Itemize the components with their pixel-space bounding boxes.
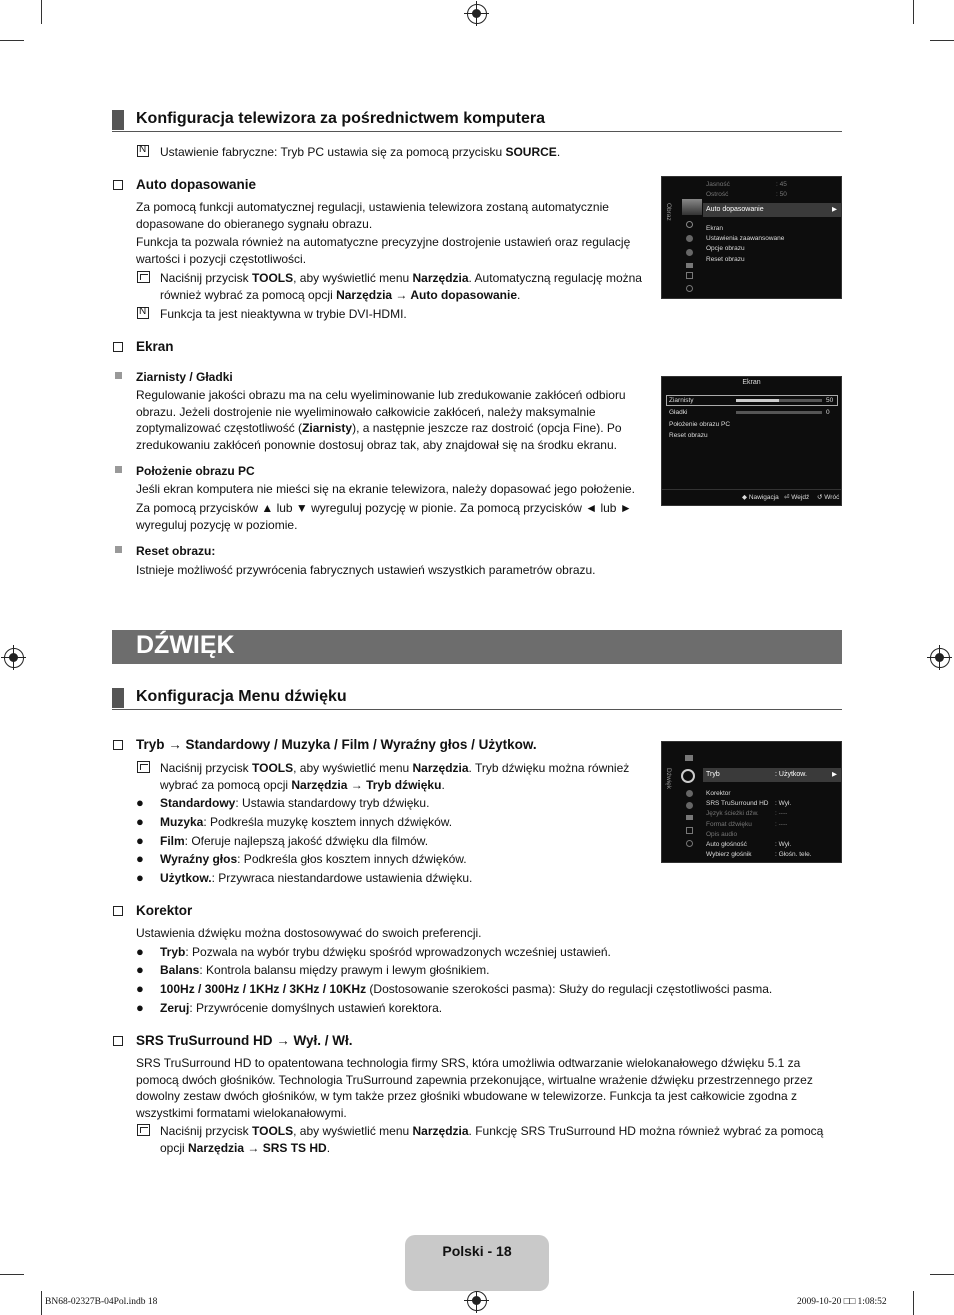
- navigate-icon: ◆: [742, 494, 747, 501]
- channel-icon: [686, 790, 693, 797]
- checkbox-icon: [113, 740, 123, 750]
- setup-icon: [686, 249, 693, 256]
- osd-row-value: : ----: [775, 810, 788, 817]
- osd-row-value: : 50: [776, 191, 787, 198]
- osd-item: Reset obrazu: [706, 256, 745, 263]
- item-title: Ziarnisty / Gładki: [136, 370, 233, 384]
- bullet-square-icon: [115, 372, 122, 379]
- paragraph: Za pomocą funkcji automatycznej regulacji, ustawienia telewizora zostaną automatycznie dopasowane do obieranego sygnału obrazu.: [136, 200, 609, 231]
- section-header: [112, 688, 842, 710]
- osd-row-label: Język ścieżki dźw.: [706, 810, 759, 817]
- chapter-header: [112, 630, 842, 664]
- osd-row-label: Wybierz głośnik: [706, 851, 752, 858]
- page-footer: [405, 1235, 549, 1291]
- list-item: 100Hz / 300Hz / 1KHz / 3KHz / 10KHz (Dostosowanie szerokości pasma): Służy do regulacji częstotliwości pasma.: [160, 982, 773, 996]
- note-default-source: Ustawienie fabryczne: Tryb PC ustawia się za pomocą przycisku SOURCE.: [160, 145, 561, 159]
- enter-icon: ⏎: [784, 494, 790, 501]
- subsection-title: Auto dopasowanie: [136, 177, 257, 192]
- osd-row-label: SRS TruSurround HD: [706, 800, 769, 807]
- list-item: Standardowy: Ustawia standardowy tryb dźwięku.: [160, 796, 430, 810]
- tools-note-icon: [137, 271, 150, 283]
- osd-row-value: : Wył.: [775, 800, 792, 807]
- crop-mark: [930, 1274, 954, 1275]
- picture-icon: [685, 755, 693, 761]
- section-header: [112, 110, 842, 132]
- paragraph: Funkcja ta pozwala również na automatyczne precyzyjne dostrojenie ustawień oraz regulację wartości i pozycji częstotliwości.: [136, 235, 631, 266]
- list-item: Muzyka: Podkreśla muzykę kosztem innych dźwięków.: [160, 815, 453, 829]
- channel-icon: [686, 235, 693, 242]
- osd-row-value: 0: [826, 409, 830, 416]
- osd-item: Ekran: [706, 225, 723, 232]
- osd-row-label: Gładki: [669, 409, 688, 416]
- list-item: Film: Oferuje najlepszą jakość dźwięku dla filmów.: [160, 834, 429, 848]
- list-item: Wyraźny głos: Podkreśla głos kosztem innych dźwięków.: [160, 852, 467, 866]
- crop-mark: [930, 40, 954, 41]
- osd-row-value: : Wył.: [775, 841, 792, 848]
- osd-side-label: Dźwięk: [665, 768, 672, 789]
- registration-mark-icon: [467, 4, 487, 24]
- osd-selected-value: : Użytkow.: [775, 771, 807, 778]
- bullet-icon: ●: [136, 981, 144, 996]
- tools-note-icon: [137, 761, 150, 773]
- osd-row-label: Jasność: [706, 181, 730, 188]
- osd-row-value: 50: [826, 397, 834, 404]
- registration-mark-icon: [4, 648, 24, 668]
- osd-row-value: : Głośn. tele.: [775, 851, 812, 858]
- support-icon: [686, 285, 693, 292]
- checkbox-icon: [113, 1036, 123, 1046]
- osd-selected-label: Auto dopasowanie: [706, 206, 764, 213]
- checkbox-icon: [113, 342, 123, 352]
- registration-mark-icon: [467, 1291, 487, 1311]
- input-icon: [686, 263, 693, 268]
- bullet-icon: ●: [136, 795, 144, 810]
- osd-selected-row: [703, 768, 841, 782]
- list-item: Zeruj: Przywrócenie domyślnych ustawień korektora.: [160, 1001, 443, 1015]
- bullet-icon: ●: [136, 814, 144, 829]
- osd-screen-menu: [661, 376, 842, 506]
- note-icon: [137, 145, 149, 157]
- checkbox-icon: [113, 180, 123, 190]
- section-title: Konfiguracja Menu dźwięku: [136, 688, 347, 705]
- arrow-right-icon: ▶: [832, 771, 837, 778]
- bullet-square-icon: [115, 546, 122, 553]
- tools-tip: Naciśnij przycisk TOOLS, aby wyświetlić menu Narzędzia. Tryb dźwięku można również wybrać za pomocą opcji Narzędzia → Tryb dźwięku.: [160, 761, 630, 792]
- bullet-icon: ●: [136, 870, 144, 885]
- print-meta-file: BN68-02327B-04Pol.indb 18: [45, 1297, 158, 1307]
- enter-hint: ⏎ Wejdź: [784, 494, 810, 501]
- slider-track: [736, 399, 822, 402]
- input-icon: [686, 815, 693, 820]
- bullet-icon: ●: [136, 833, 144, 848]
- subsection-title: Korektor: [136, 903, 193, 918]
- osd-row-label: Ziarnisty: [669, 397, 694, 404]
- paragraph: Ustawienia dźwięku można dostosowywać do swoich preferencji.: [136, 926, 482, 940]
- registration-mark-icon: [930, 648, 950, 668]
- osd-row-label: Położenie obrazu PC: [669, 421, 731, 428]
- application-icon: [686, 827, 693, 834]
- nav-hint: ◆ Nawigacja: [742, 494, 779, 501]
- sound-icon: [686, 221, 693, 228]
- item-title: Położenie obrazu PC: [136, 464, 255, 478]
- note-icon: [137, 307, 149, 319]
- osd-row-label: Korektor: [706, 790, 731, 797]
- osd-selected-label: Tryb: [706, 771, 720, 778]
- list-item: Użytkow.: Przywraca niestandardowe ustawienia dźwięku.: [160, 871, 473, 885]
- osd-sound-menu: [661, 741, 842, 863]
- section-bar: [112, 688, 124, 708]
- osd-title: Ekran: [742, 379, 761, 386]
- paragraph: Istnieje możliwość przywrócenia fabrycznych ustawień wszystkich parametrów obrazu.: [136, 563, 596, 577]
- support-icon: [686, 840, 693, 847]
- section-title: Konfiguracja telewizora za pośrednictwem komputera: [136, 110, 545, 127]
- bullet-icon: ●: [136, 1000, 144, 1015]
- osd-row-label: Ostrość: [706, 191, 729, 198]
- paragraph: SRS TruSurround HD to opatentowana technologia firmy SRS, która umożliwia odtwarzanie wielokanałowego dźwięku 5.1 za pomocą dwóch głośników. Technologia TruSurround zapewnia przekonujące, wirtualne wrażenie dźwięku przestrzennego przez dowolny zestaw dwóch głośników, w tym także przez głośniki wbudowane w telewizorze. Funkcja ta jest całkowicie zgodna z wszystkimi formatami wielokanałowymi.: [136, 1056, 813, 1120]
- tools-tip: Naciśnij przycisk TOOLS, aby wyświetlić menu Narzędzia. Automatyczną regulację można również wybrać za pomocą opcji Narzędzia → Auto dopasowanie.: [160, 271, 642, 302]
- osd-item: Ustawienia zaawansowane: [706, 235, 785, 242]
- crop-mark: [0, 40, 24, 41]
- crop-mark: [41, 1291, 42, 1315]
- subsection-title: SRS TruSurround HD → Wył. / Wł.: [136, 1033, 353, 1048]
- osd-row-value: : ----: [775, 821, 788, 828]
- osd-row-label: Auto głośność: [706, 841, 747, 848]
- page-number: Polski - 18: [442, 1243, 512, 1259]
- slider-track: [736, 411, 822, 414]
- application-icon: [686, 272, 693, 279]
- bullet-icon: ●: [136, 944, 144, 959]
- setup-icon: [686, 802, 693, 809]
- osd-row-label: Format dźwięku: [706, 821, 752, 828]
- osd-row-label: Reset obrazu: [669, 432, 708, 439]
- tools-note-icon: [137, 1124, 150, 1136]
- crop-mark: [41, 0, 42, 24]
- bullet-icon: ●: [136, 851, 144, 866]
- checkbox-icon: [113, 906, 123, 916]
- note-text: Funkcja ta jest nieaktywna w trybie DVI-HDMI.: [160, 307, 407, 321]
- print-meta-date: 2009-10-20 □□ 1:08:52: [797, 1297, 887, 1307]
- osd-row-value: : 45: [776, 181, 787, 188]
- osd-side-label: Obraz: [665, 203, 672, 221]
- subsection-title: Tryb → Standardowy / Muzyka / Film / Wyraźny głos / Użytkow.: [136, 737, 537, 752]
- list-item: Tryb: Pozwala na wybór trybu dźwięku spośród wprowadzonych wcześniej ustawień.: [160, 945, 611, 959]
- osd-picture-menu: [661, 176, 842, 299]
- crop-mark: [913, 0, 914, 24]
- back-hint: ↺ Wróć: [817, 494, 840, 501]
- bullet-icon: ●: [136, 962, 144, 977]
- arrow-right-icon: ▶: [832, 206, 837, 213]
- section-bar: [112, 110, 124, 130]
- list-item: Balans: Kontrola balansu między prawym i lewym głośnikiem.: [160, 963, 490, 977]
- return-icon: ↺: [817, 494, 823, 501]
- sound-icon: [681, 769, 695, 783]
- tools-tip: Naciśnij przycisk TOOLS, aby wyświetlić menu Narzędzia. Funkcję SRS TruSurround HD można również wybrać za pomocą opcji Narzędzia → SRS TS HD.: [160, 1124, 824, 1155]
- osd-row-label: Opis audio: [706, 831, 738, 838]
- paragraph: Regulowanie jakości obrazu ma na celu wyeliminowanie lub zredukowanie zakłóceń odbioru obrazu. Jeżeli dostrojenie nie wyeliminowało całkowicie zakłóceń, należy maksymalnie zoptymalizować częstotliwość (Ziarnisty), a następnie jeszcze raz dostroić (opcja Fine). Po zredukowaniu zakłóceń ponownie dostosuj obraz tak, aby znajdował się na środku ekranu.: [136, 388, 626, 452]
- paragraph: Za pomocą przycisków ▲ lub ▼ wyreguluj pozycję w pionie. Za pomocą przycisków ◄ lub ► wyreguluj pozycję w poziomie.: [136, 501, 632, 532]
- slider-fill: [736, 399, 779, 402]
- item-title: Reset obrazu:: [136, 544, 216, 558]
- subsection-title: Ekran: [136, 339, 174, 354]
- chapter-title: DŹWIĘK: [136, 631, 235, 659]
- crop-mark: [913, 1291, 914, 1315]
- picture-icon: [682, 199, 702, 215]
- crop-mark: [0, 1274, 24, 1275]
- bullet-square-icon: [115, 466, 122, 473]
- paragraph: Jeśli ekran komputera nie mieści się na ekranie telewizora, należy dopasować jego położenie.: [136, 482, 635, 496]
- osd-item: Opcje obrazu: [706, 245, 745, 252]
